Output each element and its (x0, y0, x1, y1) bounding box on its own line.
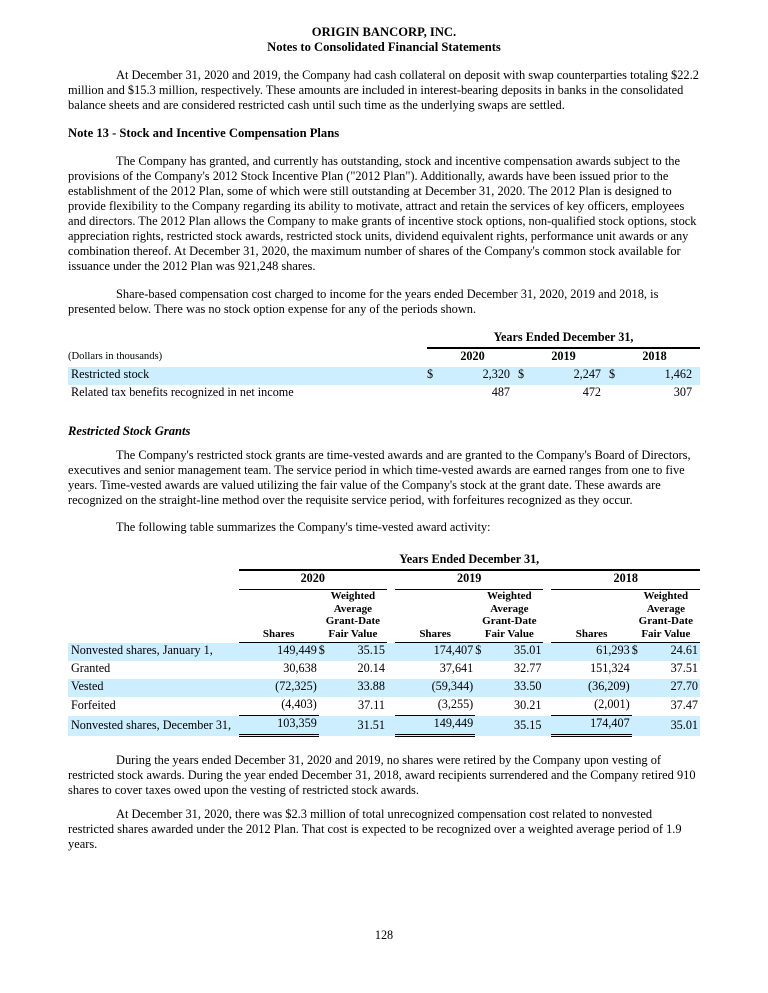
fair-value-header-2019: Weighted Average Grant-Date Fair Value (475, 590, 543, 643)
activity-table-subheader-row (68, 590, 700, 643)
comp-table-span-header: Years Ended December 31, (427, 330, 700, 348)
comp-table-units-label: (Dollars in thousands) (68, 351, 163, 362)
paragraph-cash-collateral: At December 31, 2020 and 2019, the Company had cash collateral on deposit with swap counterparties totaling $22.2 million and $15.3 million, respectively. These amounts are included in interest-bearing deposits in banks in the consolidated balance sheets and are considered restricted cash until such time as the underlying swaps are settled. (68, 68, 699, 112)
paragraph-retired-shares: During the years ended December 31, 2020 and 2019, no shares were retired by the Company upon vesting of restricted stock awards. During the year ended December 31, 2018, award recipients surrendered and the Company retired 910 shares to cover taxes owed upon the vesting of restricted stock awards. (68, 753, 696, 797)
comp-table-year-2019: 2019 (551, 349, 576, 363)
activity-row-forfeited: Forfeited (4,403) 37.11 (3,255) 30.21 (2,001) 37.47 (68, 697, 700, 716)
page-number: 128 (374, 928, 394, 942)
activity-row-nonvested-jan1: Nonvested shares, January 1, 149,449 $ 35.15 174,407 $ 35.01 61,293 $ 24.61 (68, 643, 700, 662)
comp-table-year-2018: 2018 (642, 349, 667, 363)
paragraph-unrecognized-cost: At December 31, 2020, there was $2.3 million of total unrecognized compensation cost related to nonvested restricted shares awarded under the 2012 Plan. That cost is expected to be recognized over a weighted average period of 1.9 years. (68, 807, 682, 851)
time-vested-activity-table (68, 552, 700, 737)
activity-table-year-2020: 2020 (239, 570, 387, 590)
fair-value-header-2020: Weighted Average Grant-Date Fair Value (319, 590, 387, 643)
shares-header-2018: Shares (551, 590, 631, 643)
paragraph-comp-cost-intro: Share-based compensation cost charged to income for the years ended December 31, 2020, 2019 and 2018, is presented below. There was no stock option expense for any of the periods shown. (68, 287, 659, 316)
activity-table-span-header-row (68, 552, 700, 570)
compensation-cost-table (68, 330, 700, 403)
dollar-sign: $ (631, 643, 638, 657)
shares-header-2020: Shares (239, 590, 319, 643)
dollar-sign: $ (518, 367, 525, 381)
shares-header-2019: Shares (395, 590, 475, 643)
note13-heading: Note 13 - Stock and Incentive Compensation Plans (68, 126, 340, 140)
activity-row-vested: Vested (72,325) 33.88 (59,344) 33.50 (36,209) 27.70 (68, 679, 700, 697)
paragraph-rsg-body: The Company's restricted stock grants are time-vested awards and are granted to the Company's Board of Directors, executives and senior management team. The service period in which time-vested awards are earned ranges from one to five years. Time-vested awards are valued utilizing the fair value of the Company's stock at the grant date. These awards are recognized on the straight-line method over the requisite service period, with forfeitures recognized as they occur. (68, 448, 691, 507)
dollar-sign: $ (318, 643, 325, 657)
activity-table-years-row (68, 570, 700, 590)
dollar-sign: $ (427, 367, 434, 381)
comp-table-span-header-row (68, 330, 700, 348)
activity-table-year-2019: 2019 (395, 570, 543, 590)
activity-row-granted: Granted 30,638 20.14 37,641 32.77 151,324 37.51 (71, 661, 698, 675)
activity-row-nonvested-dec31: Nonvested shares, December 31, 103,359 31.51 149,449 35.15 174,407 35.01 (68, 716, 700, 736)
dollar-sign: $ (475, 643, 482, 657)
company-name: ORIGIN BANCORP, INC. (311, 25, 457, 39)
fair-value-header-2018: Weighted Average Grant-Date Fair Value (632, 590, 700, 643)
comp-table-year-2020: 2020 (460, 349, 485, 363)
activity-table-year-2018: 2018 (551, 570, 700, 590)
comp-table-row-restricted-stock: Restricted stock $ 2,320 $ 2,247 $ 1,462 (68, 367, 700, 385)
dollar-sign: $ (609, 367, 616, 381)
restricted-stock-grants-heading: Restricted Stock Grants (68, 424, 191, 438)
paragraph-note13-body: The Company has granted, and currently has outstanding, stock and incentive compensation awards subject to the provisions of the Company's 2012 Stock Incentive Plan ("2012 Plan"). Additionally, awards have been issued prior to the establishment of the 2012 Plan, some of which were still outstanding at December 31, 2020. The 2012 Plan is designed to provide flexibility to the Company regarding its ability to motivate, attract and retain the services of key officers, employees and directors. The 2012 Plan allows the Company to make grants of incentive stock options, non-qualified stock options, stock appreciation rights, restricted stock awards, restricted stock units, dividend equivalent rights, performance unit awards or any combination thereof. At December 31, 2020, the maximum number of shares of the Company's common stock available for issuance under the 2012 Plan was 921,248 shares. (68, 154, 697, 273)
paragraph-activity-intro: The following table summarizes the Company's time-vested award activity: (116, 520, 491, 534)
comp-table-row-tax-benefits: Related tax benefits recognized in net income 487 472 307 (71, 385, 693, 399)
activity-table-span-header: Years Ended December 31, (239, 552, 700, 570)
document-title: Notes to Consolidated Financial Statements (267, 40, 501, 54)
comp-table-years-row (68, 348, 700, 367)
